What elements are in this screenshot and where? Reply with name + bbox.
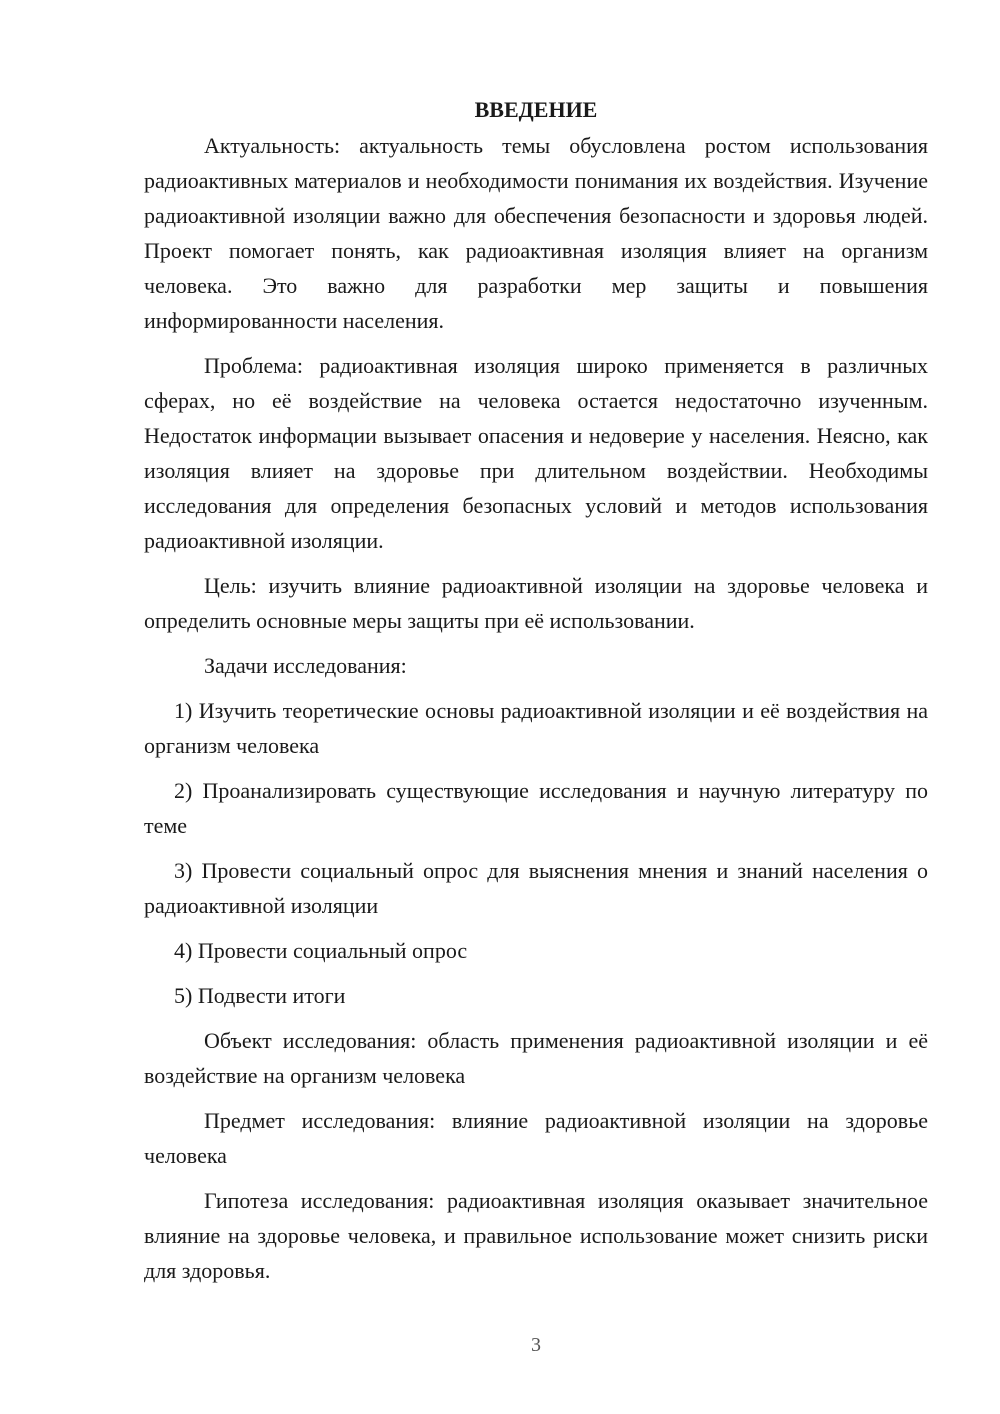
- paragraph-tasks-heading: Задачи исследования:: [204, 653, 407, 678]
- page-number: 3: [531, 1334, 541, 1356]
- list-item-task-1: 1) Изучить теоретические основы радиоактивной изоляции и её воздействия на организм человека: [144, 698, 928, 758]
- paragraph-subject: Предмет исследования: влияние радиоактивной изоляции на здоровье человека: [144, 1108, 928, 1168]
- paragraph-object: Объект исследования: область применения радиоактивной изоляции и её воздействие на организм человека: [144, 1028, 928, 1088]
- paragraph-problem: Проблема: радиоактивная изоляция широко применяется в различных сферах, но её воздействие на человека остается недостаточно изученным. Недостаток информации вызывает опасения и недоверие у населения. Неясно, как изоляция влияет на здоровье при длительном воздействии. Необходимы исследования для определения безопасных условий и методов использования радиоактивной изоляции.: [144, 353, 928, 553]
- list-item-task-4: 4) Провести социальный опрос: [174, 938, 468, 963]
- paragraph-relevance: Актуальность: актуальность темы обусловлена ростом использования радиоактивных материалов и необходимости понимания их воздействия. Изучение радиоактивной изоляции важно для обеспечения безопасности и здоровья людей. Проект помогает понять, как радиоактивная изоляция влияет на организм человека. Это важно для разработки мер защиты и повышения информированности населения.: [144, 133, 928, 333]
- page-content: [144, 94, 928, 1298]
- list-item-task-5: 5) Подвести итоги: [174, 983, 346, 1008]
- paragraph-goal: Цель: изучить влияние радиоактивной изоляции на здоровье человека и определить основные меры защиты при её использовании.: [144, 573, 928, 633]
- paragraph-hypothesis: Гипотеза исследования: радиоактивная изоляция оказывает значительное влияние на здоровье человека, и правильное использование может снизить риски для здоровья.: [144, 1188, 928, 1283]
- list-item-task-3: 3) Провести социальный опрос для выяснения мнения и знаний населения о радиоактивной изоляции: [144, 858, 928, 918]
- list-item-task-2: 2) Проанализировать существующие исследования и научную литературу по теме: [144, 778, 928, 838]
- page-title: ВВЕДЕНИЕ: [474, 97, 598, 122]
